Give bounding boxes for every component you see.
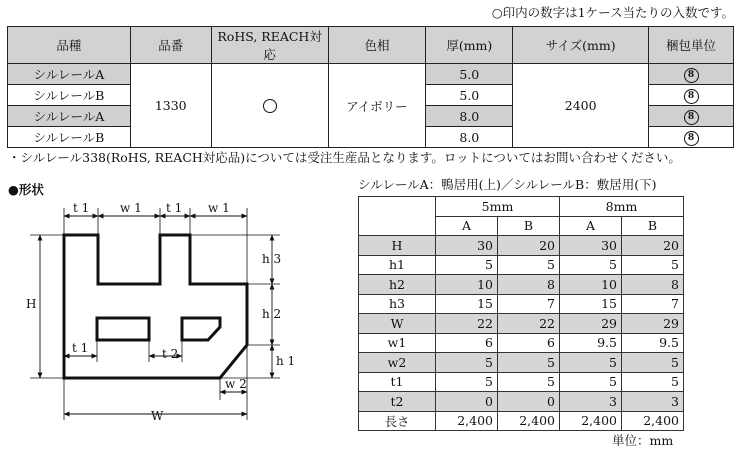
dim-value: 29 xyxy=(560,314,622,334)
dim-value: 5 xyxy=(436,353,498,373)
dimension-table xyxy=(358,196,684,431)
sub-header: B xyxy=(498,216,560,236)
row-name: シルレールB xyxy=(8,85,131,106)
dim-value: 5 xyxy=(436,255,498,275)
pack-count: 8 xyxy=(684,131,699,146)
color: アイボリー xyxy=(328,64,426,148)
dim-row-label: w2 xyxy=(359,353,436,373)
size: 2400 xyxy=(513,64,649,148)
dim-value: 5 xyxy=(436,372,498,392)
case-quantity-note: ○印内の数字は1ケース当たりの入数です。 xyxy=(491,5,734,20)
row-name: シルレールA xyxy=(8,106,131,127)
dim-value: 10 xyxy=(560,275,622,295)
dim-t2: t 2 xyxy=(162,347,179,361)
sub-header: A xyxy=(560,216,622,236)
dim-row-label: H xyxy=(359,236,436,256)
inner-slot-left xyxy=(97,318,149,340)
dim-value: 7 xyxy=(622,294,684,314)
dim-value: 10 xyxy=(436,275,498,295)
header-kind: 品種 xyxy=(8,27,131,64)
dim-h3: h 3 xyxy=(262,252,282,266)
dim-row xyxy=(359,236,684,256)
pack-count: 8 xyxy=(684,68,699,83)
dim-value: 2,400 xyxy=(436,411,498,431)
dim-value: 20 xyxy=(498,236,560,256)
header-size: サイズ(mm) xyxy=(513,27,649,64)
group-5mm: 5mm xyxy=(436,197,560,217)
dim-value: 30 xyxy=(436,236,498,256)
dim-value: 5 xyxy=(560,353,622,373)
dim-value: 6 xyxy=(498,333,560,353)
unit-note: 単位：mm xyxy=(612,433,674,448)
dim-W: W xyxy=(151,409,164,423)
dim-value: 9.5 xyxy=(560,333,622,353)
inner-slot-right xyxy=(182,318,220,340)
dim-H: H xyxy=(26,297,37,311)
dim-row xyxy=(359,392,684,412)
dim-table-title: シルレールA：鴨居用(上)／シルレールB：敷居用(下) xyxy=(358,177,657,192)
dim-row-label: w1 xyxy=(359,333,436,353)
dim-value: 9.5 xyxy=(622,333,684,353)
header-pack: 梱包単位 xyxy=(649,27,734,64)
dim-value: 22 xyxy=(436,314,498,334)
dim-row xyxy=(359,314,684,334)
pack-count: 8 xyxy=(684,110,699,125)
dim-w1-top-left: w 1 xyxy=(120,201,142,215)
dim-value: 15 xyxy=(560,294,622,314)
dim-value: 8 xyxy=(498,275,560,295)
dim-w1-top-right: w 1 xyxy=(208,201,230,215)
dim-row-label: h2 xyxy=(359,275,436,295)
row-pack xyxy=(649,106,734,127)
dim-value: 15 xyxy=(436,294,498,314)
dim-row-label: W xyxy=(359,314,436,334)
header-color: 色相 xyxy=(328,27,426,64)
dim-row xyxy=(359,294,684,314)
dim-value: 5 xyxy=(622,255,684,275)
dim-row-label: t1 xyxy=(359,372,436,392)
row-thickness: 5.0 xyxy=(426,64,513,85)
dim-row-label: h3 xyxy=(359,294,436,314)
dim-value: 3 xyxy=(622,392,684,412)
dim-value: 22 xyxy=(498,314,560,334)
row-pack xyxy=(649,127,734,148)
sub-header: B xyxy=(622,216,684,236)
dim-value: 5 xyxy=(498,255,560,275)
row-thickness: 8.0 xyxy=(426,127,513,148)
dim-value: 5 xyxy=(498,353,560,373)
rail-profile-outline xyxy=(64,235,247,378)
dim-row xyxy=(359,353,684,373)
dim-value: 30 xyxy=(560,236,622,256)
sub-header: A xyxy=(436,216,498,236)
pack-count: 8 xyxy=(684,89,699,104)
dim-value: 7 xyxy=(498,294,560,314)
group-8mm: 8mm xyxy=(560,197,684,217)
dim-value: 3 xyxy=(560,392,622,412)
header-rohs: RoHS, REACH対応 xyxy=(211,27,328,64)
header-code: 品番 xyxy=(130,27,211,64)
header-thickness: 厚(mm) xyxy=(426,27,513,64)
dim-w2: w 2 xyxy=(225,377,247,391)
dim-value: 8 xyxy=(622,275,684,295)
row-pack xyxy=(649,85,734,106)
row-name: シルレールA xyxy=(8,64,131,85)
dim-value: 2,400 xyxy=(498,411,560,431)
dim-value: 5 xyxy=(622,353,684,373)
dim-row-label: h1 xyxy=(359,255,436,275)
dim-value: 20 xyxy=(622,236,684,256)
dim-row xyxy=(359,372,684,392)
dim-value: 5 xyxy=(622,372,684,392)
profile-diagram xyxy=(0,0,360,452)
product-code: 1330 xyxy=(130,64,211,148)
dim-value: 5 xyxy=(498,372,560,392)
dim-value: 0 xyxy=(498,392,560,412)
dim-value: 29 xyxy=(622,314,684,334)
dim-value: 5 xyxy=(560,255,622,275)
row-thickness: 8.0 xyxy=(426,106,513,127)
row-pack xyxy=(649,64,734,85)
dim-value: 2,400 xyxy=(622,411,684,431)
made-to-order-note: ・シルレール338(RoHS, REACH対応品)については受注生産品となります。ロットについてはお問い合わせください。 xyxy=(8,150,681,165)
dim-value: 2,400 xyxy=(560,411,622,431)
dim-t1-top: t 1 xyxy=(73,201,90,215)
row-name: シルレールB xyxy=(8,127,131,148)
dim-t1-bottom: t 1 xyxy=(72,341,89,355)
dim-row-label: 長さ xyxy=(359,411,436,431)
dim-h2: h 2 xyxy=(262,307,282,321)
dim-value: 0 xyxy=(436,392,498,412)
row-thickness: 5.0 xyxy=(426,85,513,106)
dim-row xyxy=(359,255,684,275)
dim-h1: h 1 xyxy=(276,354,296,368)
dim-t1-top-right: t 1 xyxy=(166,201,183,215)
dim-value: 6 xyxy=(436,333,498,353)
dim-row-label: t2 xyxy=(359,392,436,412)
dim-row xyxy=(359,275,684,295)
dim-value: 5 xyxy=(560,372,622,392)
dim-row xyxy=(359,411,684,431)
dim-row xyxy=(359,333,684,353)
dim-table-corner xyxy=(359,197,436,236)
shape-title: ●形状 xyxy=(8,182,44,197)
